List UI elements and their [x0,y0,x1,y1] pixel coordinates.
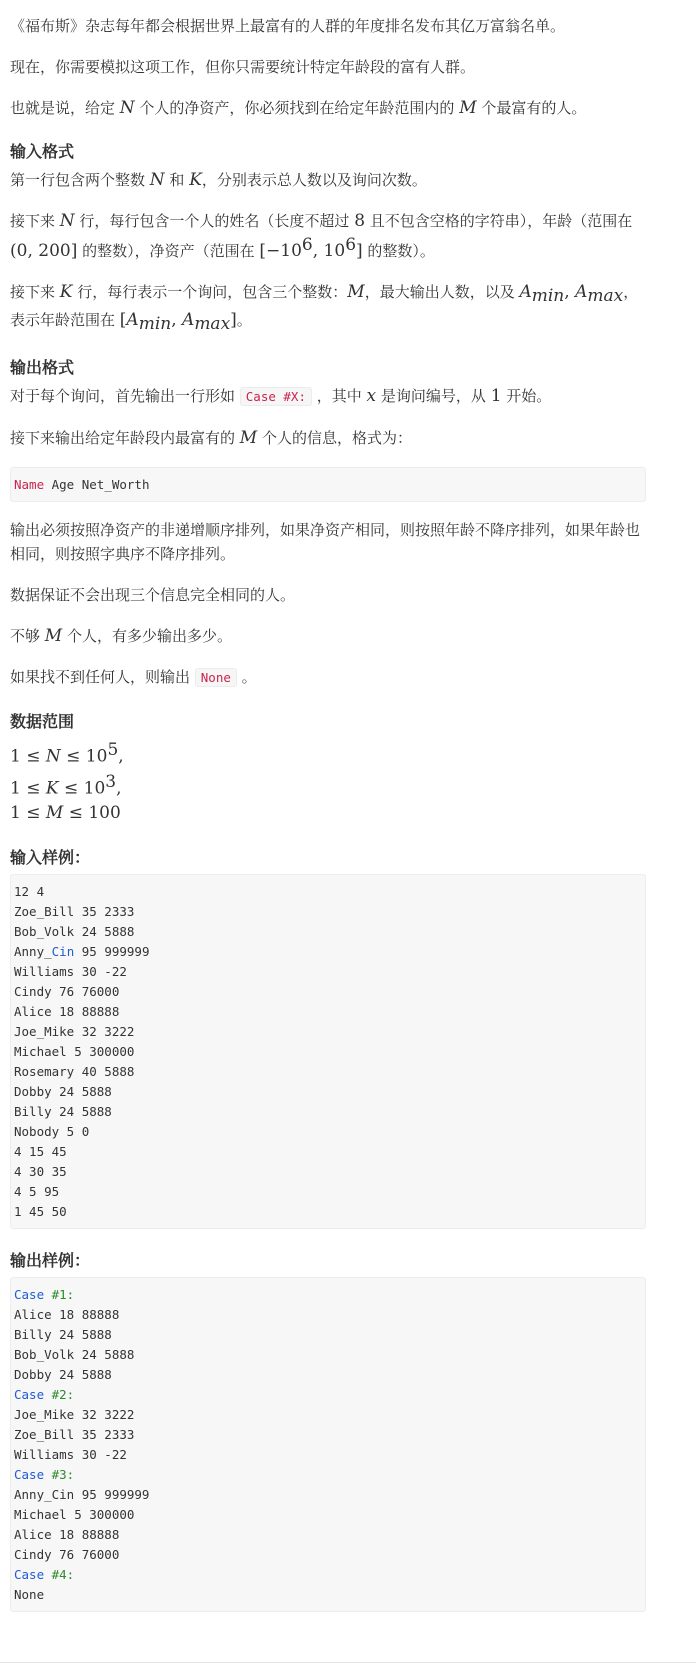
sample-input-line: Billy 24 5888 [14,1104,112,1120]
sample-output-line: Bob_Volk 24 5888 [14,1347,135,1363]
sample-input-line: Rosemary 40 5888 [14,1064,135,1080]
sample-output-code-block [10,1277,646,1612]
intro-paragraph: 《福布斯》杂志每年都会根据世界上最富有的人群的年度排名发布其亿万富翁名单。 [10,17,566,35]
sample-input-line: Nobody 5 0 [14,1124,90,1140]
range-m: 1 ≤ M ≤ 100 [10,803,121,824]
input-format-line-1: 第一行包含两个整数 N 和 K，分别表示总人数以及询问次数。 [10,170,427,190]
sample-output-line: Anny_Cin 95 999999 [14,1487,150,1503]
goal-paragraph: 也就是说，给定 N 个人的净资产，你必须找到在给定年龄范围内的 M 个最富有的人。 [10,98,587,118]
sample-output-line: Zoe_Bill 35 2333 [14,1427,135,1443]
footer-divider [0,1662,696,1663]
sample-input-line: 12 4 [14,884,45,900]
case-header-line: Case #1: [14,1287,75,1303]
sample-input-line: 4 5 95 [14,1184,60,1200]
sample-output-line: Michael 5 300000 [14,1507,135,1523]
sample-output-line: Cindy 76 76000 [14,1547,120,1563]
output-format-line-2: 接下来输出给定年龄段内最富有的 M 个人的信息，格式为： [10,428,412,448]
output-format-code-block: Name Age Net_Worth [10,467,646,502]
case-header-line: Case #3: [14,1467,75,1483]
sample-input-line: Alice 18 88888 [14,1004,120,1020]
output-format-line-6: 如果找不到任何人，则输出 None 。 [10,668,257,686]
sample-input-line: Michael 5 300000 [14,1044,135,1060]
input-format-line-3: 接下来 K 行，每行表示一个询问，包含三个整数：M，最大输出人数，以及 $A_{min}$, $A_{max}$，表示年龄范围在 [$A_{min}$, $A_{max}$]。 [10,282,639,334]
case-header-line: Case #4: [14,1567,75,1583]
sample-output-line: Dobby 24 5888 [14,1367,112,1383]
case-format-code: Case #X: [240,387,312,406]
output-format-line-5: 不够 M 个人，有多少输出多少。 [10,626,232,646]
case-header-line: Case #2: [14,1387,75,1403]
sample-output-line: Billy 24 5888 [14,1327,112,1343]
data-range-heading: 数据范围 [10,712,75,731]
output-format-line-1: 对于每个询问，首先输出一行形如 Case #X: ，其中 x 是询问编号，从 1 开始。 [10,386,552,406]
sample-input-line: Bob_Volk 24 5888 [14,924,135,940]
input-format-heading: 输入格式 [10,142,75,161]
sample-input-line: Joe_Mike 32 3222 [14,1024,135,1040]
sample-output-line: None [14,1587,45,1603]
output-format-line-3: 输出必须按照净资产的非递增顺序排列，如果净资产相同，则按照年龄不降序排列，如果年龄也相同，则按照字典序不降序排列。 [10,521,641,563]
sample-input-code-block [10,874,646,1229]
sample-output-line: Williams 30 -22 [14,1447,127,1463]
sample-output-heading: 输出样例： [10,1251,91,1271]
none-code: None [195,668,237,687]
range-k: $1 \le K \le 10^3$, [10,771,122,799]
task-paragraph: 现在，你需要模拟这项工作，但你只需要统计特定年龄段的富有人群。 [10,58,476,76]
sample-input-line: Zoe_Bill 35 2333 [14,904,135,920]
data-range-list [10,738,646,826]
sample-output-line: Alice 18 88888 [14,1307,120,1323]
range-n: $1 \le N \le 10^5$, [10,740,124,767]
sample-output-line: Joe_Mike 32 3222 [14,1407,135,1423]
sample-input-heading: 输入样例： [10,848,91,868]
output-format-line-4: 数据保证不会出现三个信息完全相同的人。 [10,586,296,604]
sample-output-line: Alice 18 88888 [14,1527,120,1543]
sample-input-line: Anny_Cin 95 999999 [14,944,150,960]
sample-input-line: 4 30 35 [14,1164,67,1180]
sample-input-line: 1 45 50 [14,1204,67,1220]
sample-input-line: Williams 30 -22 [14,964,127,980]
sample-input-line: Cindy 76 76000 [14,984,120,1000]
input-format-line-2: 接下来 N 行，每行包含一个人的姓名（长度不超过 8 且不包含空格的字符串），年龄（范围在 (0, 200] 的整数），净资产（范围在 [$-10^6$, $10^6$] 的整数）。 [10,211,633,261]
sample-input-line: 4 15 45 [14,1144,67,1160]
sample-input-line: Dobby 24 5888 [14,1084,112,1100]
output-format-heading: 输出格式 [10,358,75,377]
